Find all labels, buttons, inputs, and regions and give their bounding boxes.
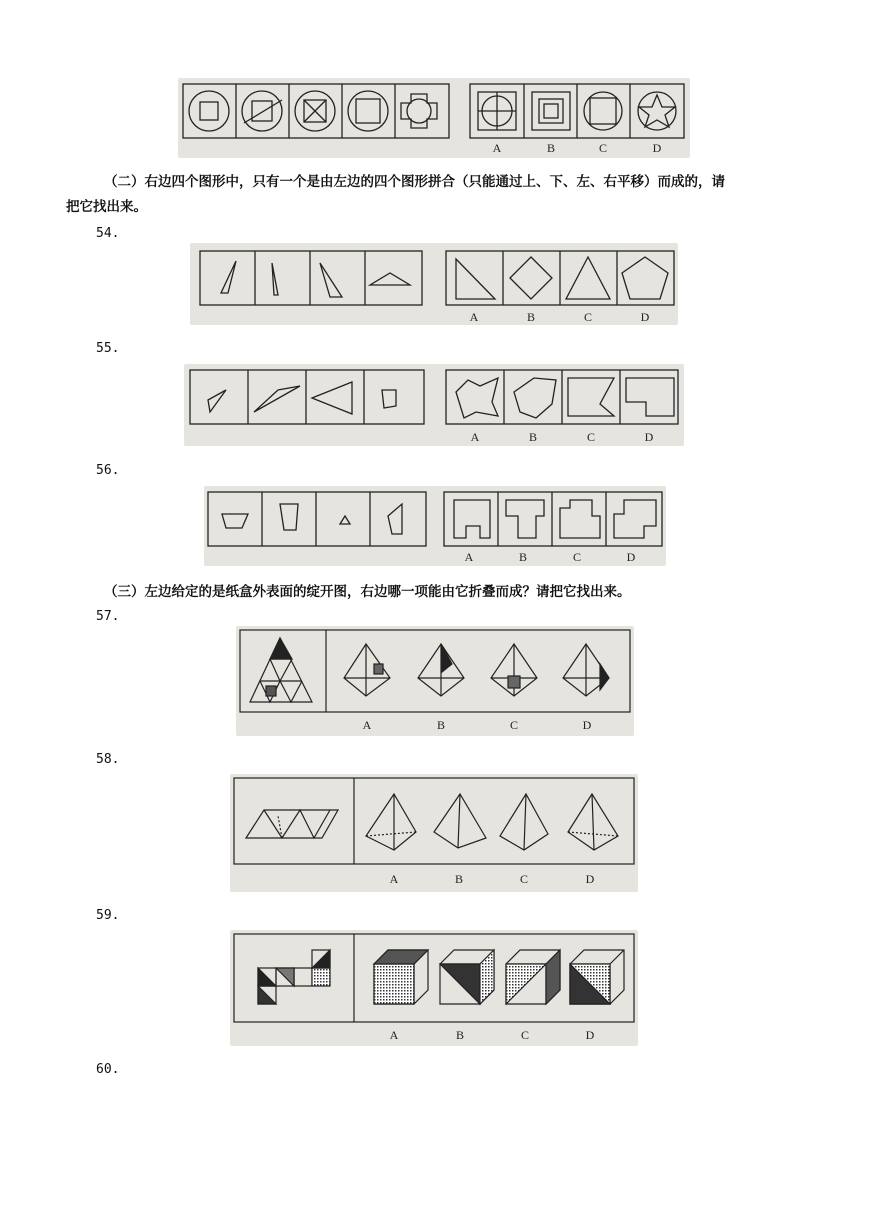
figure-q58 (230, 774, 638, 892)
option-label-c: C (509, 718, 518, 732)
option-label-a: A (362, 718, 372, 732)
option-label-c: C (519, 872, 528, 886)
option-label-b: B (528, 430, 537, 444)
option-label-b: B (455, 1028, 464, 1042)
option-label-b: B (454, 872, 463, 886)
section2-instruction-line2: 把它找出来。 (66, 199, 147, 215)
section3-instruction: （三）左边给定的是纸盒外表面的绽开图，右边哪一项能由它折叠而成？请把它找出来。 (104, 584, 631, 600)
option-label-b: B (518, 550, 527, 564)
figure-q56-drawing (204, 486, 666, 566)
option-label-b: B (526, 310, 535, 324)
section2-instruction-line1: （二）右边四个图形中，只有一个是由左边的四个图形拼合（只能通过上、下、左、右平移）而成的，请 (104, 174, 725, 190)
option-label-d: D (582, 718, 592, 732)
figure-q54-drawing (190, 243, 678, 325)
option-label-a: A (389, 872, 399, 886)
option-label-d: D (626, 550, 636, 564)
figure-q56 (204, 486, 666, 566)
option-label-d: D (640, 310, 650, 324)
question-number-57: 57. (96, 609, 120, 624)
question-number-54: 54. (96, 226, 120, 241)
option-label-a: A (492, 141, 502, 155)
option-label-a: A (469, 310, 479, 324)
figure-q55-drawing (184, 364, 684, 446)
figure-q54 (190, 243, 678, 325)
option-label-c: C (586, 430, 595, 444)
figure-q59-drawing (230, 930, 638, 1046)
option-label-b: B (546, 141, 555, 155)
option-label-b: B (436, 718, 445, 732)
figure-q59 (230, 930, 638, 1046)
option-label-a: A (389, 1028, 399, 1042)
option-label-c: C (572, 550, 581, 564)
figure-q57 (236, 626, 634, 736)
question-number-55: 55. (96, 341, 120, 356)
option-label-d: D (652, 141, 662, 155)
figure-q53-drawing (178, 78, 690, 158)
figure-q55 (184, 364, 684, 446)
option-label-d: D (644, 430, 654, 444)
option-label-c: C (583, 310, 592, 324)
figure-q53 (178, 78, 690, 158)
question-number-58: 58. (96, 752, 120, 767)
question-number-56: 56. (96, 463, 120, 478)
figure-q58-drawing (230, 774, 638, 892)
option-label-d: D (585, 1028, 595, 1042)
option-label-d: D (585, 872, 595, 886)
question-number-59: 59. (96, 908, 120, 923)
option-label-c: C (520, 1028, 529, 1042)
option-label-c: C (598, 141, 607, 155)
option-label-a: A (470, 430, 480, 444)
question-number-60: 60. (96, 1062, 120, 1077)
option-label-a: A (464, 550, 474, 564)
